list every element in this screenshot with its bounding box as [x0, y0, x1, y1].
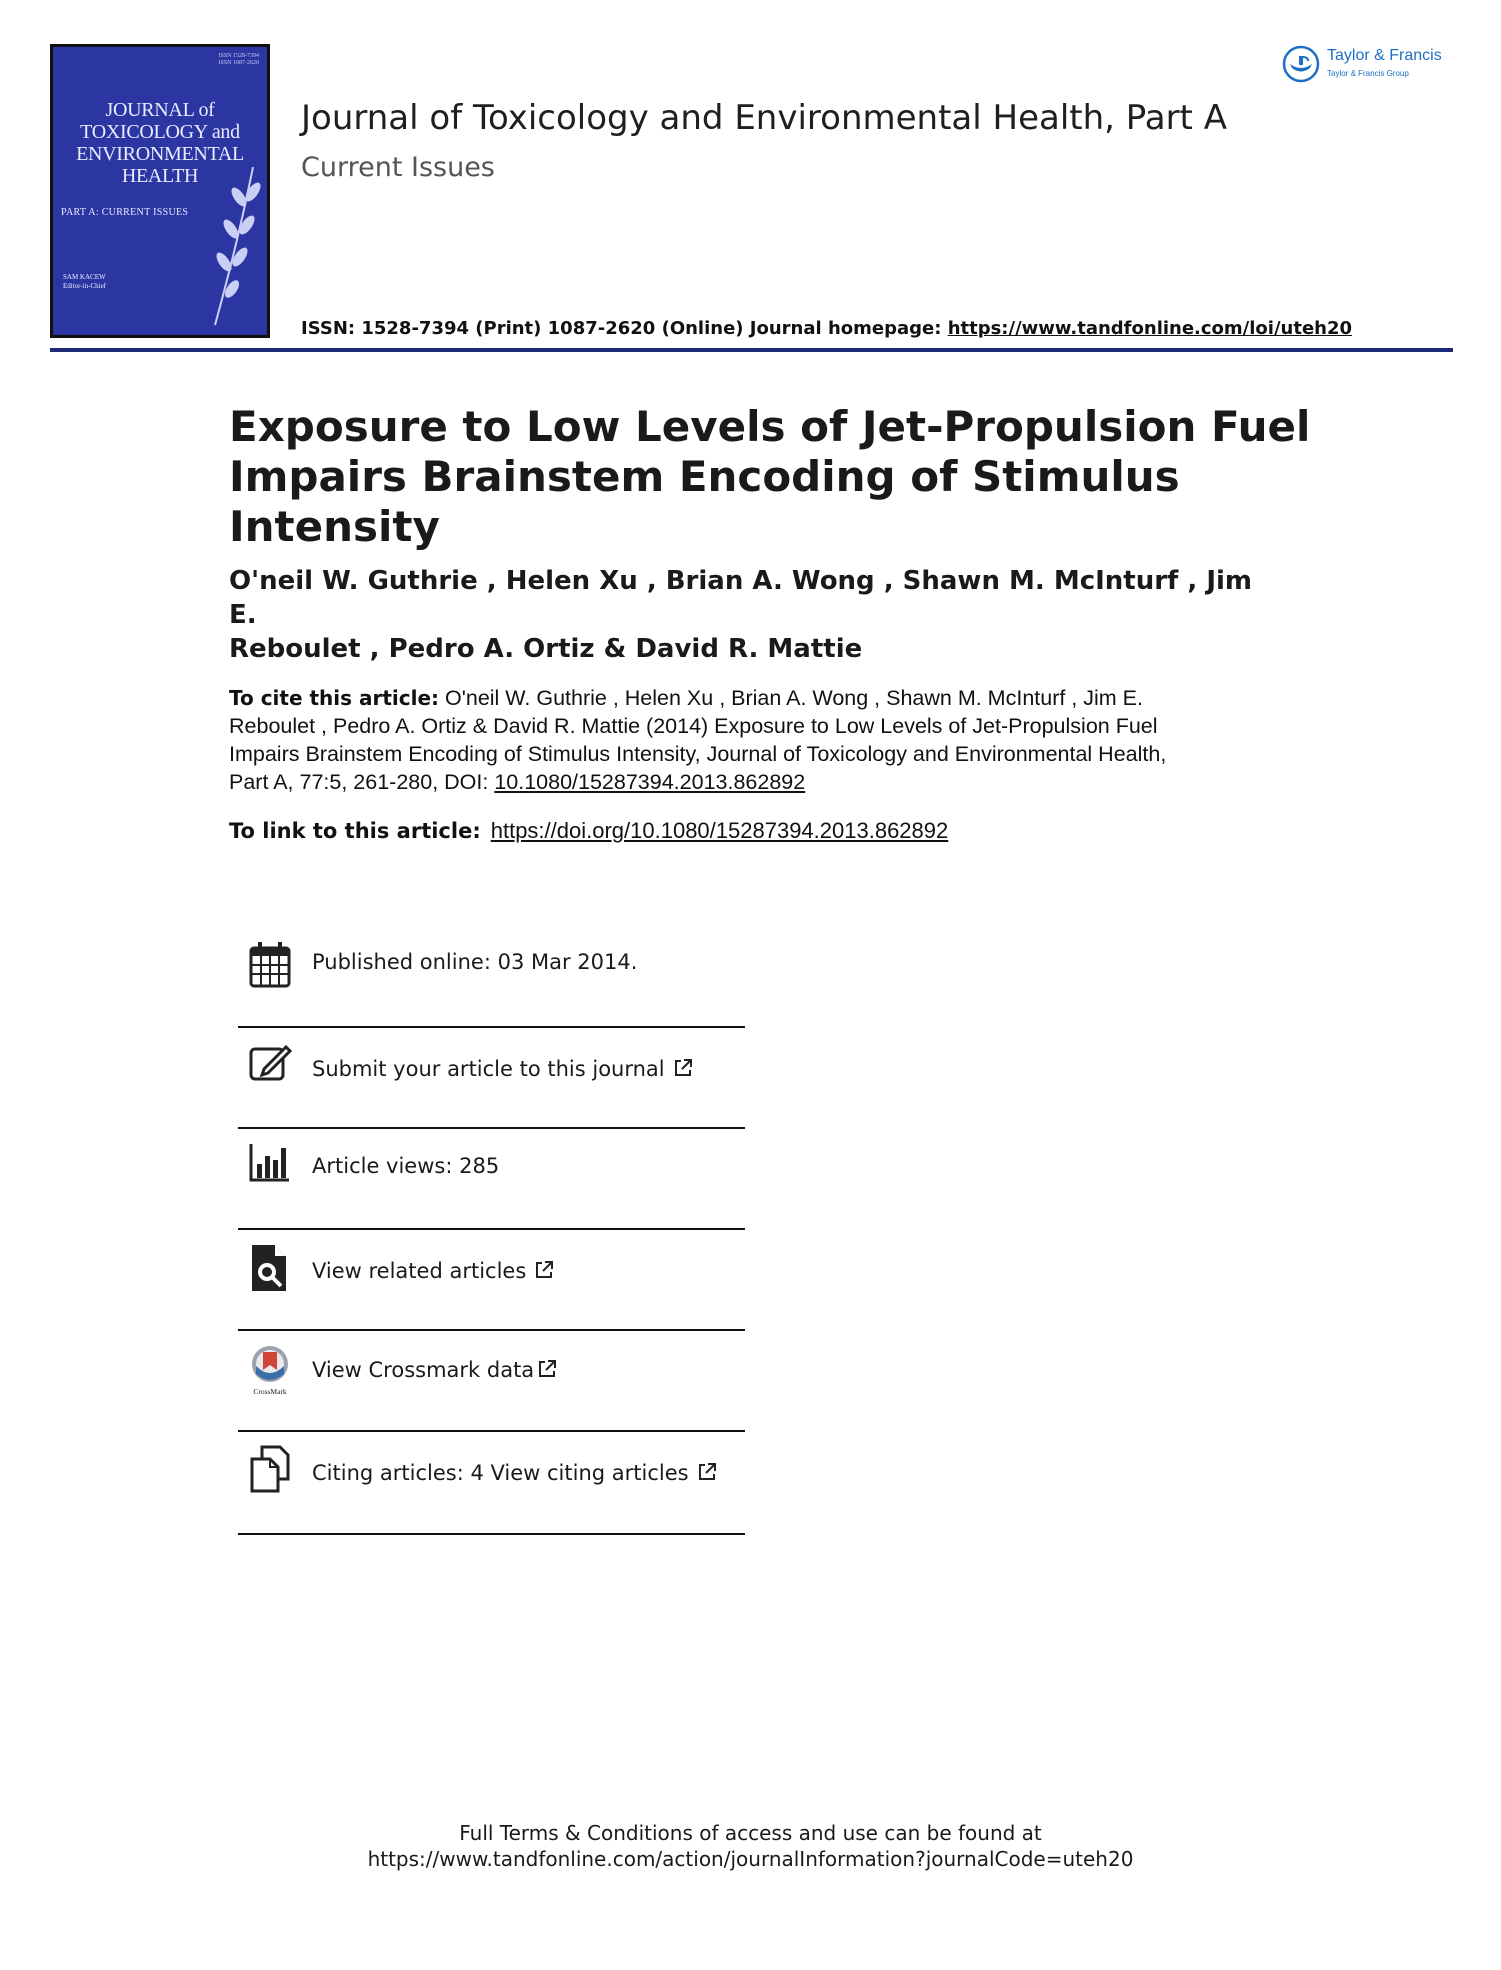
crossmark-icon [248, 1344, 292, 1396]
publisher-name: Taylor & Francis [1327, 47, 1442, 64]
citation-label: To cite this article: [229, 686, 440, 710]
related-articles-text: View related articles [312, 1259, 527, 1283]
external-link-icon [673, 1058, 693, 1078]
submit-article-row[interactable] [238, 1041, 745, 1141]
article-doi-url[interactable]: https://doi.org/10.1080/15287394.2013.862892 [490, 818, 949, 843]
calendar-icon [248, 940, 292, 992]
crossmark-link[interactable] [312, 1358, 557, 1382]
cover-issn: ISSN 1528-7394 ISSN 1087-2620 [218, 53, 259, 66]
citation-line3: Impairs Brainstem Encoding of Stimulus Intensity, Journal of Toxicology and Environmental Health, [229, 742, 1167, 766]
cover-title-line3: ENVIRONMENTAL [76, 143, 244, 165]
external-link-icon [534, 1260, 554, 1280]
article-views-row [238, 1142, 745, 1242]
cover-subtitle: PART A: CURRENT ISSUES [61, 207, 189, 218]
published-online-row [238, 940, 745, 1040]
cover-editor-role: Editor-in-Chief [63, 282, 107, 290]
citation-line2: Reboulet , Pedro A. Ortiz & David R. Mattie (2014) Exposure to Low Levels of Jet-Propulsion Fuel [229, 714, 1158, 738]
authors-line1: O'neil W. Guthrie , Helen Xu , Brian A. Wong , Shawn M. McInturf , Jim E. [229, 566, 1253, 630]
publisher-group: Taylor & Francis Group [1327, 69, 1409, 78]
article-link-label: To link to this article: [229, 819, 481, 843]
cover-title-line2: TOXICOLOGY and [80, 121, 240, 143]
cover-editor [63, 273, 106, 291]
divider [238, 1228, 745, 1230]
publisher-logo [1281, 44, 1442, 88]
cover-title-line4: HEALTH [121, 165, 199, 187]
journal-cover-image [50, 44, 270, 338]
laurel-icon [213, 167, 263, 327]
article-title-line1: Exposure to Low Levels of Jet-Propulsion Fuel [229, 402, 1311, 451]
documents-icon [248, 1445, 292, 1497]
divider [238, 1026, 745, 1028]
citing-articles-text: Citing articles: 4 View citing articles [312, 1461, 689, 1485]
journal-subtitle: Current Issues [301, 152, 495, 183]
article-authors [229, 564, 1279, 666]
citation-line4: Part A, 77:5, 261-280, DOI: [229, 770, 495, 794]
article-title-line2: Impairs Brainstem Encoding of Stimulus Intensity [229, 452, 1180, 551]
issn-line [301, 318, 1352, 339]
citing-articles-link[interactable] [312, 1461, 717, 1485]
citing-articles-row[interactable] [238, 1445, 745, 1545]
doi-link[interactable]: 10.1080/15287394.2013.862892 [494, 770, 806, 794]
cover-editor-name: SAM KACEW [63, 273, 106, 281]
edit-icon [248, 1041, 292, 1093]
footer [0, 1820, 1501, 1872]
crossmark-row[interactable] [238, 1344, 745, 1444]
journal-homepage-link[interactable]: https://www.tandfonline.com/loi/uteh20 [947, 318, 1353, 339]
footer-line1: Full Terms & Conditions of access and use can be found at [459, 1821, 1042, 1845]
crossmark-logo-text: CrossMark [253, 1387, 287, 1396]
divider [238, 1127, 745, 1129]
authors-line2: Reboulet , Pedro A. Ortiz & David R. Mattie [229, 634, 863, 664]
external-link-icon [697, 1462, 717, 1482]
submit-article-link[interactable] [312, 1057, 693, 1081]
submit-article-text: Submit your article to this journal [312, 1057, 665, 1081]
related-articles-row[interactable] [238, 1243, 745, 1343]
search-document-icon [248, 1243, 292, 1295]
footer-terms-url[interactable]: https://www.tandfonline.com/action/journalInformation?journalCode=uteh20 [367, 1847, 1134, 1871]
taylor-francis-logo-icon [1281, 44, 1321, 84]
divider [238, 1430, 745, 1432]
external-link-icon [537, 1359, 557, 1379]
related-articles-link[interactable] [312, 1259, 554, 1283]
header-rule [50, 348, 1453, 352]
article-link-line [229, 818, 948, 844]
published-online-text: Published online: 03 Mar 2014. [312, 950, 638, 974]
cover-title-line1: JOURNAL of [105, 99, 215, 121]
citation-line1: O'neil W. Guthrie , Helen Xu , Brian A. Wong , Shawn M. McInturf , Jim E. [439, 686, 1143, 710]
journal-title: Journal of Toxicology and Environmental Health, Part A [301, 98, 1227, 138]
crossmark-text: View Crossmark data [312, 1358, 535, 1382]
divider [238, 1329, 745, 1331]
article-views-text: Article views: 285 [312, 1154, 500, 1178]
issn-text: ISSN: 1528-7394 (Print) 1087-2620 (Online) Journal homepage: [301, 318, 948, 339]
divider [238, 1533, 745, 1535]
bar-chart-icon [248, 1142, 292, 1194]
citation-block [229, 684, 1329, 796]
article-title [229, 402, 1329, 552]
